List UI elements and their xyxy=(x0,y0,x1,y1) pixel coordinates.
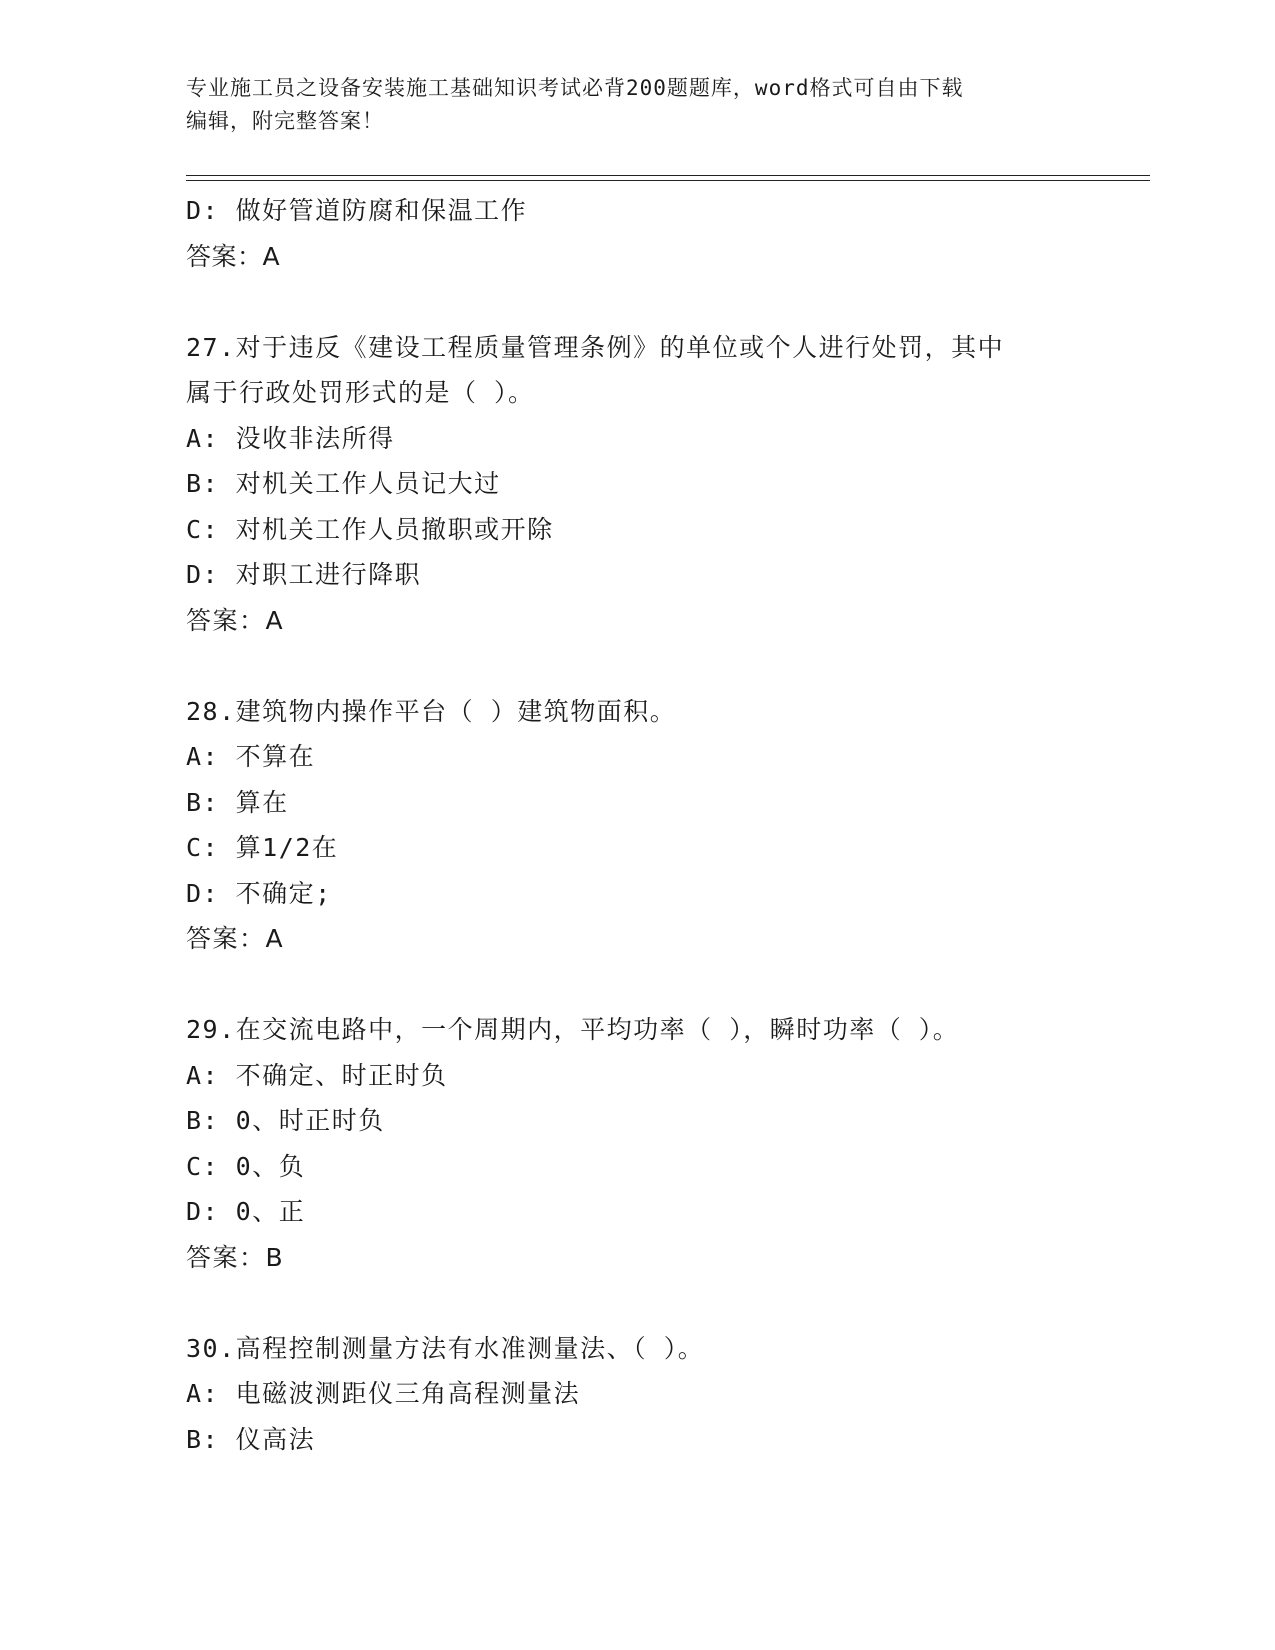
answer-line: 答案：B xyxy=(186,1242,285,1272)
option-c: C: 算1/2在 xyxy=(186,833,339,862)
answer-line: 答案：A xyxy=(186,605,285,635)
option-a: A: 没收非法所得 xyxy=(186,423,395,453)
option-b: B: 仪高法 xyxy=(186,1424,316,1454)
header-divider-bottom xyxy=(186,180,1150,181)
header-divider-top xyxy=(186,175,1150,176)
question-stem: 属于行政处罚形式的是（ ）。 xyxy=(186,378,535,407)
spacer xyxy=(186,643,1150,689)
option-a: A: 不确定、时正时负 xyxy=(186,1060,448,1090)
option-b: B: 对机关工作人员记大过 xyxy=(186,469,501,498)
spacer xyxy=(186,279,1150,325)
option-d: D: 对职工进行降职 xyxy=(186,560,422,589)
header-line-2: 编辑，附完整答案！ xyxy=(186,109,384,133)
question-stem: 29.在交流电路中，一个周期内，平均功率（ ），瞬时功率（ ）。 xyxy=(186,1015,960,1044)
answer-line: 答案：A xyxy=(186,241,281,271)
question-stem: 27.对于违反《建设工程质量管理条例》的单位或个人进行处罚，其中 xyxy=(186,332,1005,362)
option-d: D: 0、正 xyxy=(186,1197,306,1226)
document-header xyxy=(186,72,1066,138)
option-d: D: 不确定; xyxy=(186,878,332,908)
option-b: B: 0、时正时负 xyxy=(186,1106,385,1135)
question-27 xyxy=(186,325,1150,644)
previous-question-tail xyxy=(186,188,1150,279)
spacer xyxy=(186,962,1150,1008)
question-list xyxy=(186,188,1150,1462)
option-b: B: 算在 xyxy=(186,787,289,817)
option-a: A: 不算在 xyxy=(186,742,316,771)
question-stem: 30.高程控制测量方法有水准测量法、（ ）。 xyxy=(186,1333,705,1363)
question-29 xyxy=(186,1007,1150,1280)
answer-line: 答案：A xyxy=(186,924,285,953)
question-stem: 28.建筑物内操作平台（ ）建筑物面积。 xyxy=(186,696,677,726)
option-a: A: 电磁波测距仪三角高程测量法 xyxy=(186,1379,581,1408)
option-c: C: 对机关工作人员撤职或开除 xyxy=(186,514,554,544)
header-line-1: 专业施工员之设备安装施工基础知识考试必背200题题库，word格式可自由下载 xyxy=(186,76,964,100)
question-30 xyxy=(186,1326,1150,1463)
spacer xyxy=(186,1280,1150,1326)
question-28 xyxy=(186,689,1150,962)
option-c: C: 0、负 xyxy=(186,1151,306,1181)
option-d: D: 做好管道防腐和保温工作 xyxy=(186,196,528,225)
